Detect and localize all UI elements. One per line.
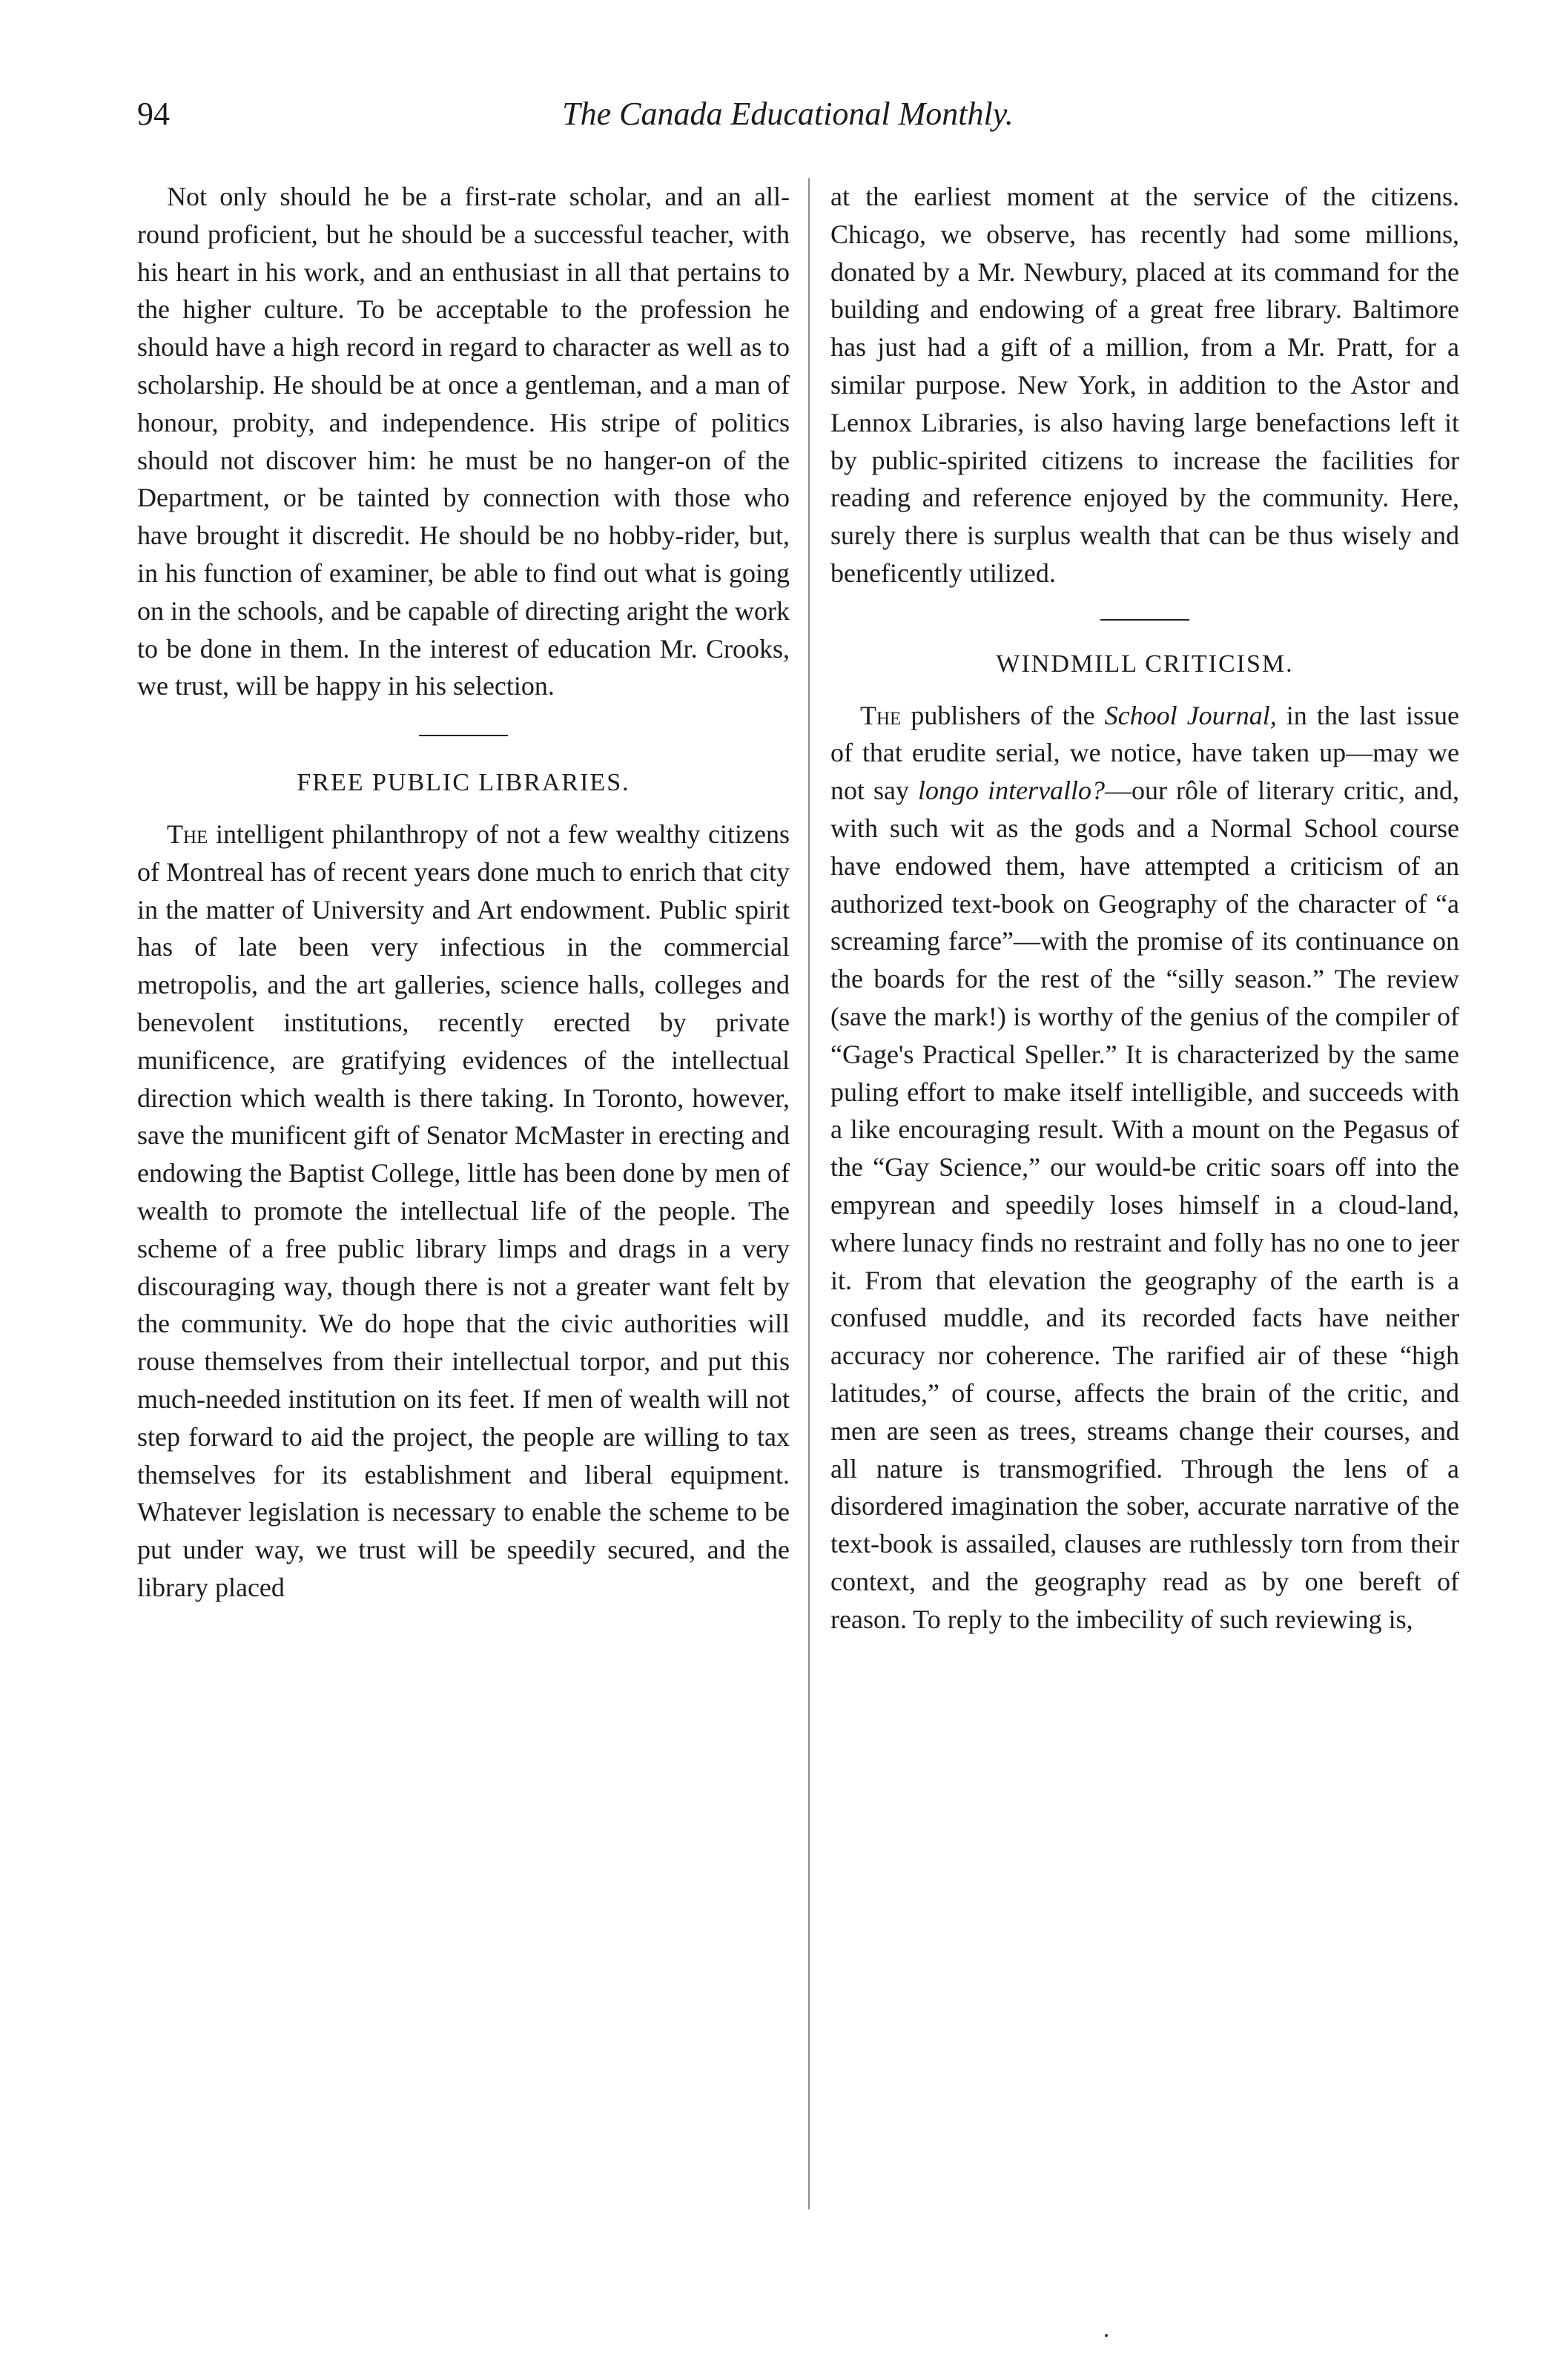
windmill-body-3: —our rôle of literary critic, and, with such wit as the gods and a Normal School course have endowed them, have attempted a criticism of an authorized text-book on Geography of the character of “a screaming farce”—with the promise of its continuance on the boards for the rest of the “silly season.” The review (save the mark!) is worthy of the genius of the compiler of “Gage's Practical Speller.” It is characterized by the same puling effort to make itself intelligible, and succeeds with a like encouraging result. With a mount on the Pegasus of the “Gay Science,” our would-be critic soars off into the empyrean and speedily loses himself in a cloud-land, where lunacy finds no restraint and folly has no one to jeer it. From that elevation the geography of the earth is a confused muddle, and its recorded facts have neither accuracy nor coherence. The rarified air of these “high latitudes,” of course, affects the brain of the critic, and men are seen as trees, streams change their courses, and all nature is transmogrified. Through the lens of a disordered imagination the sober, accurate narrative of the text-book is assailed, clauses are ruthlessly torn from their context, and the geography read as by one bereft of reason. To reply to the imbecility of such reviewing is, xyxy=(830,776,1459,1634)
windmill-lead-word: The xyxy=(860,700,902,730)
page-header xyxy=(137,95,1438,147)
windmill-body-1: publishers of the xyxy=(911,700,1095,730)
latin-phrase: longo intervallo? xyxy=(918,776,1106,806)
right-column xyxy=(830,178,1459,1638)
libraries-lead-word: The xyxy=(167,819,208,849)
libraries-body: intelligent philanthropy of not a few wealthy citizens of Montreal has of recent years done much to enrich that city in the matter of University and Art endowment. Public spirit has of late been very infectious in the commercial metropolis, and the art galleries, science halls, colleges and benevolent institutions, recently erected by private munificence, are gratifying evidences of the intellectual direction which wealth is there taking. In Toronto, however, save the munificent gift of Senator McMaster in erecting and endowing the Baptist College, little has been done by men of wealth to promote the intellectual life of the people. The scheme of a free public library limps and drags in a very discouraging way, though there is not a greater want felt by the community. We do hope that the civic authorities will rouse themselves from their intellectual torpor, and put this much-needed institution on its feet. If men of wealth will not step forward to aid the project, the people are willing to tax themselves for its establishment and liberal equipment. Whatever legislation is necessary to enable the scheme to be put under way, we trust will be speedily secured, and the library placed xyxy=(137,819,790,1602)
running-title: The Canada Educational Monthly. xyxy=(562,96,1014,132)
libraries-continuation: at the earliest moment at the service of the citizens. Chicago, we observe, has recently had some millions, donated by a Mr. Newbury, placed at its command for the building and endowing of a great free library. Baltimore has just had a gift of a million, from a Mr. Pratt, for a similar purpose. New York, in addition to the Astor and Lennox Libraries, is also having large benefactions left it by public-spirited citizens to increase the facilities for reading and reference enjoyed by the community. Here, surely there is surplus wealth that can be thus wisely and beneficently utilized. xyxy=(830,182,1459,588)
section-title-libraries: FREE PUBLIC LIBRARIES. xyxy=(297,769,630,797)
section-title-windmill: WINDMILL CRITICISM. xyxy=(996,649,1294,678)
column-divider xyxy=(808,178,810,2209)
footer-mark xyxy=(1105,2334,1108,2337)
windmill-body-2: in the last issue of that erudite serial, we notice, have taken up—may we not say xyxy=(830,700,1460,806)
windmill-paragraph xyxy=(830,697,1459,1639)
intro-paragraph: Not only should he be a first-rate scholar, and an all-round proficient, but he should be a successful teacher, with his heart in his work, and an enthusiast in all that pertains to the higher culture. To be acceptable to the profession he should have a high record in regard to character as well as to scholarship. He should be at once a gentleman, and a man of honour, probity, and independence. His stripe of politics should not discover him: he must be no hanger-on of the Department, or be tainted by connection with those who have brought it discredit. He should be no hobby-rider, but, in his function of examiner, be able to find out what is going on in the schools, and be capable of directing aright the work to be done in them. In the interest of education Mr. Crooks, we trust, will be happy in his selection. xyxy=(137,182,790,701)
libraries-paragraph xyxy=(137,816,790,1607)
page-number: 94 xyxy=(137,96,170,132)
left-column xyxy=(137,178,790,1607)
journal-name: School Journal, xyxy=(1104,700,1277,730)
